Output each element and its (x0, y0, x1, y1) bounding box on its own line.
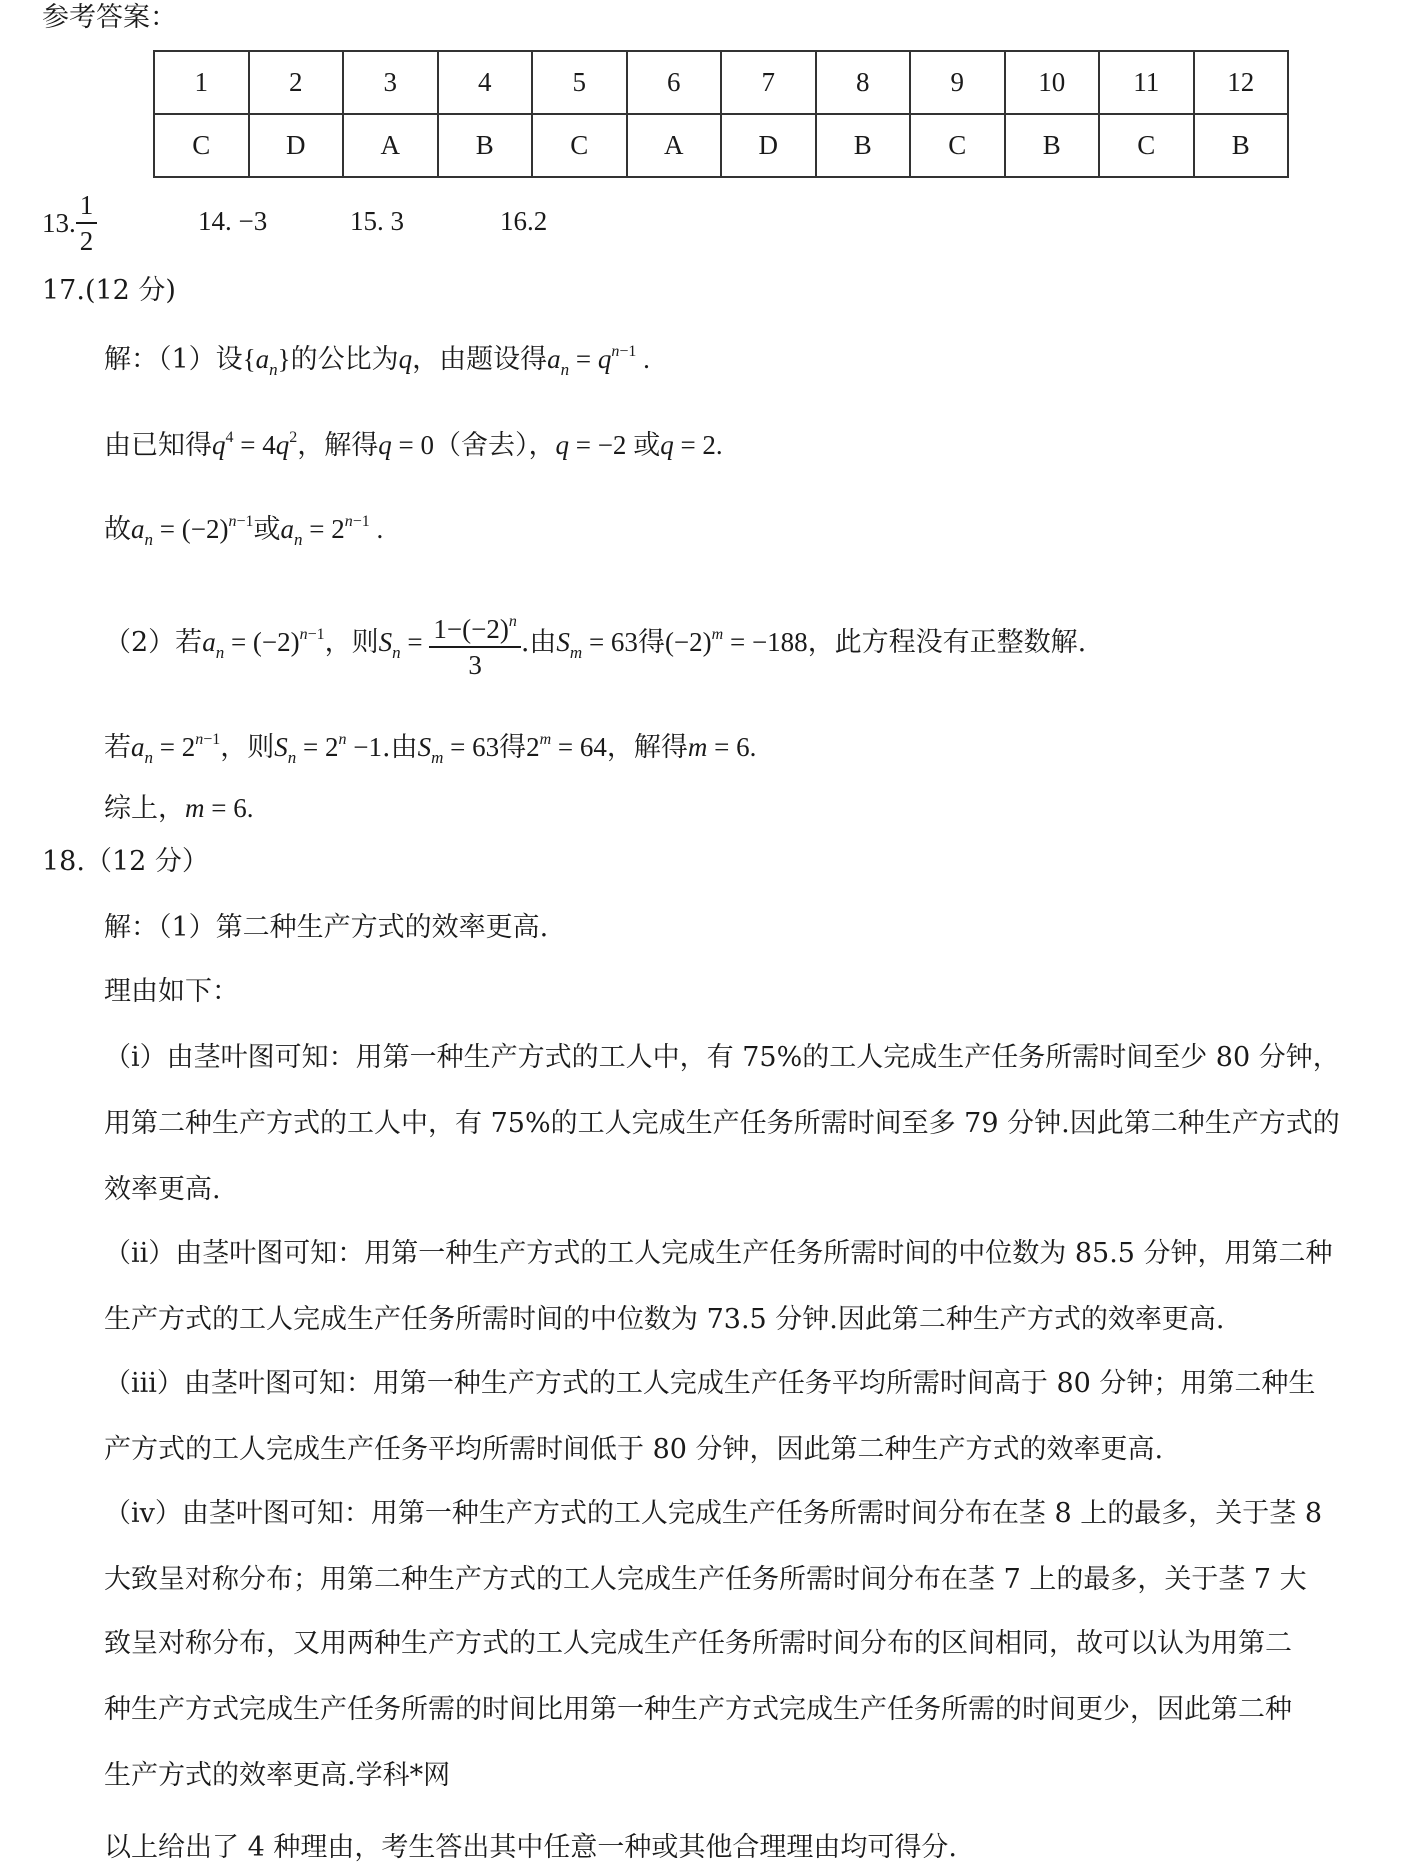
math-m6: m = 6. (185, 793, 254, 823)
q18-reason-1-line-1: （i）由茎叶图可知：用第一种生产方式的工人中，有 75%的工人完成生产任务所需时间至少 80 分钟， (104, 1042, 1340, 1073)
q18-reason-2-line-1: （ii）由茎叶图可知：用第一种生产方式的工人完成生产任务所需时间的中位数为 85.5 分钟，用第二种 (104, 1238, 1333, 1269)
q18-reason-1-line-3: 效率更高. (104, 1174, 221, 1205)
answer-cell: A (627, 114, 722, 177)
q13-label: 13. (42, 208, 76, 238)
question-number-cell: 2 (249, 51, 344, 114)
math-sn: $S_n$ = (378, 627, 430, 662)
q16-answer: 16.2 (500, 206, 548, 236)
q18-reason-3-line-1: （iii）由茎叶图可知：用第一种生产方式的工人完成生产任务平均所需时间高于 80 分钟；用第二种生 (104, 1368, 1316, 1399)
q17-line-6 (104, 790, 253, 827)
answer-row (154, 114, 1288, 177)
q17-line-3 (104, 504, 383, 558)
question-number-cell: 3 (343, 51, 438, 114)
text: 的公比为 (290, 344, 399, 375)
text: ，解得 (297, 430, 379, 461)
answer-cell: B (1005, 114, 1100, 177)
fraction-denominator: 3 (468, 650, 482, 680)
q18-heading: 18.（12 分） (42, 846, 209, 877)
answer-cell: D (249, 114, 344, 177)
text: .由 (520, 627, 557, 658)
q18-reason-4-line-1: （iv）由茎叶图可知：用第一种生产方式的工人完成生产任务所需时间分布在茎 8 上的最多，关于茎 8 (104, 1498, 1322, 1529)
math-sn-2n: $S_n = 2^n -1$ (274, 731, 382, 767)
question-number-row (154, 51, 1288, 114)
math-q-neg2: q = −2 (555, 430, 634, 460)
q18-reason-1-line-2: 用第二种生产方式的工人中，有 75%的工人完成生产任务所需时间至多 79 分钟.因此第二种生产方式的 (104, 1108, 1340, 1139)
question-number-cell: 1 (154, 51, 249, 114)
text: 或 (253, 514, 281, 545)
text: ，则 (324, 627, 379, 658)
q17-line-2 (104, 420, 723, 464)
math-m6: m = 6. (687, 732, 757, 762)
answer-cell: B (1194, 114, 1289, 177)
answer-cell: C (1099, 114, 1194, 177)
math-q: q (398, 344, 413, 374)
text: （舍去）， (433, 430, 556, 461)
math-q2: q = 2. (660, 430, 723, 460)
math-sn-fraction (429, 605, 520, 682)
text: 由已知得 (104, 430, 212, 461)
math-sm-63: $S_m = 63$ (556, 627, 638, 662)
q15-answer: 15. 3 (350, 206, 404, 236)
text: 或 (633, 430, 661, 461)
question-number-cell: 8 (816, 51, 911, 114)
q18-reason-4-line-2: 大致呈对称分布；用第二种生产方式的工人完成生产任务所需时间分布在茎 7 上的最多，关于茎 7 大 (104, 1564, 1307, 1595)
answer-cell: D (721, 114, 816, 177)
answer-cell: C (910, 114, 1005, 177)
q18-solution-intro: 解：（1）第二种生产方式的效率更高. (104, 912, 549, 943)
q18-reasons-intro: 理由如下： (104, 976, 239, 1007)
text: ，由题设得 (412, 344, 548, 375)
q18-reason-2-line-2: 生产方式的工人完成生产任务所需时间的中位数为 73.5 分钟.因此第二种生产方式的效率更高. (104, 1304, 1225, 1335)
answer-cell: B (816, 114, 911, 177)
math-an-2: $a_n = 2^{n-1}$ (131, 731, 221, 767)
text: （2）若 (104, 627, 203, 658)
text: 故 (104, 514, 131, 545)
q18-closing-note: 以上给出了 4 种理由，考生答出其中任意一种或其他合理理由均可得分. (104, 1832, 957, 1863)
math-an-formula: $a_n = q^{n-1}$ . (547, 343, 650, 379)
math-2m-64: $2^m = 64$ (526, 731, 607, 762)
answer-cell: A (343, 114, 438, 177)
text: 若 (104, 732, 131, 763)
fraction-numerator: $1-(-2)^n$ (429, 605, 520, 648)
question-number-cell: 4 (438, 51, 533, 114)
q17-line-4 (104, 595, 1087, 680)
text: 1−(−2) (433, 614, 509, 644)
text: .由 (381, 732, 418, 763)
math-sm-63: $S_m = 63$ (417, 732, 500, 767)
q17-heading: 17.(12 分) (42, 275, 176, 306)
q18-reason-3-line-2: 产方式的工人完成生产任务平均所需时间低于 80 分钟，因此第二种生产方式的效率更高. (104, 1434, 1164, 1465)
question-number-cell: 11 (1099, 51, 1194, 114)
question-number-cell: 10 (1005, 51, 1100, 114)
answer-table (153, 50, 1289, 178)
q18-reason-4-line-3: 致呈对称分布，又用两种生产方式的工人完成生产任务所需时间分布的区间相同，故可以认为用第二 (104, 1628, 1292, 1659)
math-an-neg2: $a_n = (-2)^{n-1}$ (202, 626, 325, 662)
answer-cell: C (532, 114, 627, 177)
q18-reason-4-line-5: 生产方式的效率更高.学科*网 (104, 1760, 451, 1791)
math-q0: q = 0 (378, 430, 434, 460)
text: 解：（1）设 (104, 344, 243, 375)
q14-answer: 14. −3 (198, 206, 268, 236)
q13-answer (42, 188, 97, 268)
q13-numerator: 1 (76, 188, 98, 224)
question-number-cell: 7 (721, 51, 816, 114)
question-number-cell: 12 (1194, 51, 1289, 114)
text: 综上， (104, 793, 185, 824)
math-set-an: $\{a_n\}$ (242, 344, 291, 379)
question-number-cell: 9 (910, 51, 1005, 114)
math-an-neg2: $a_n = (-2)^{n-1}$ (131, 513, 254, 549)
text: 得 (499, 732, 527, 763)
q13-denominator: 2 (79, 226, 94, 256)
math-an-2: $a_n = 2^{n-1}$ . (280, 513, 384, 549)
q13-fraction (76, 188, 98, 258)
text: ，解得 (606, 732, 688, 763)
q18-reason-4-line-4: 种生产方式完成生产任务所需的时间比用第一种生产方式完成生产任务所需的时间更少，因此第二种 (104, 1694, 1292, 1725)
question-number-cell: 6 (627, 51, 722, 114)
math-neg2-m: $(-2)^m = -188$ (664, 626, 808, 657)
q17-line-5 (104, 722, 756, 776)
text: ，则 (220, 732, 275, 763)
text: ，此方程没有正整数解. (807, 627, 1087, 658)
answer-cell: C (154, 114, 249, 177)
math-q4-eq: $q^4 = 4q^2$ (212, 429, 298, 460)
answer-key-title: 参考答案： (42, 2, 177, 33)
question-number-cell: 5 (532, 51, 627, 114)
answer-cell: B (438, 114, 533, 177)
text: 得 (637, 627, 665, 658)
q17-line-1 (104, 334, 650, 388)
